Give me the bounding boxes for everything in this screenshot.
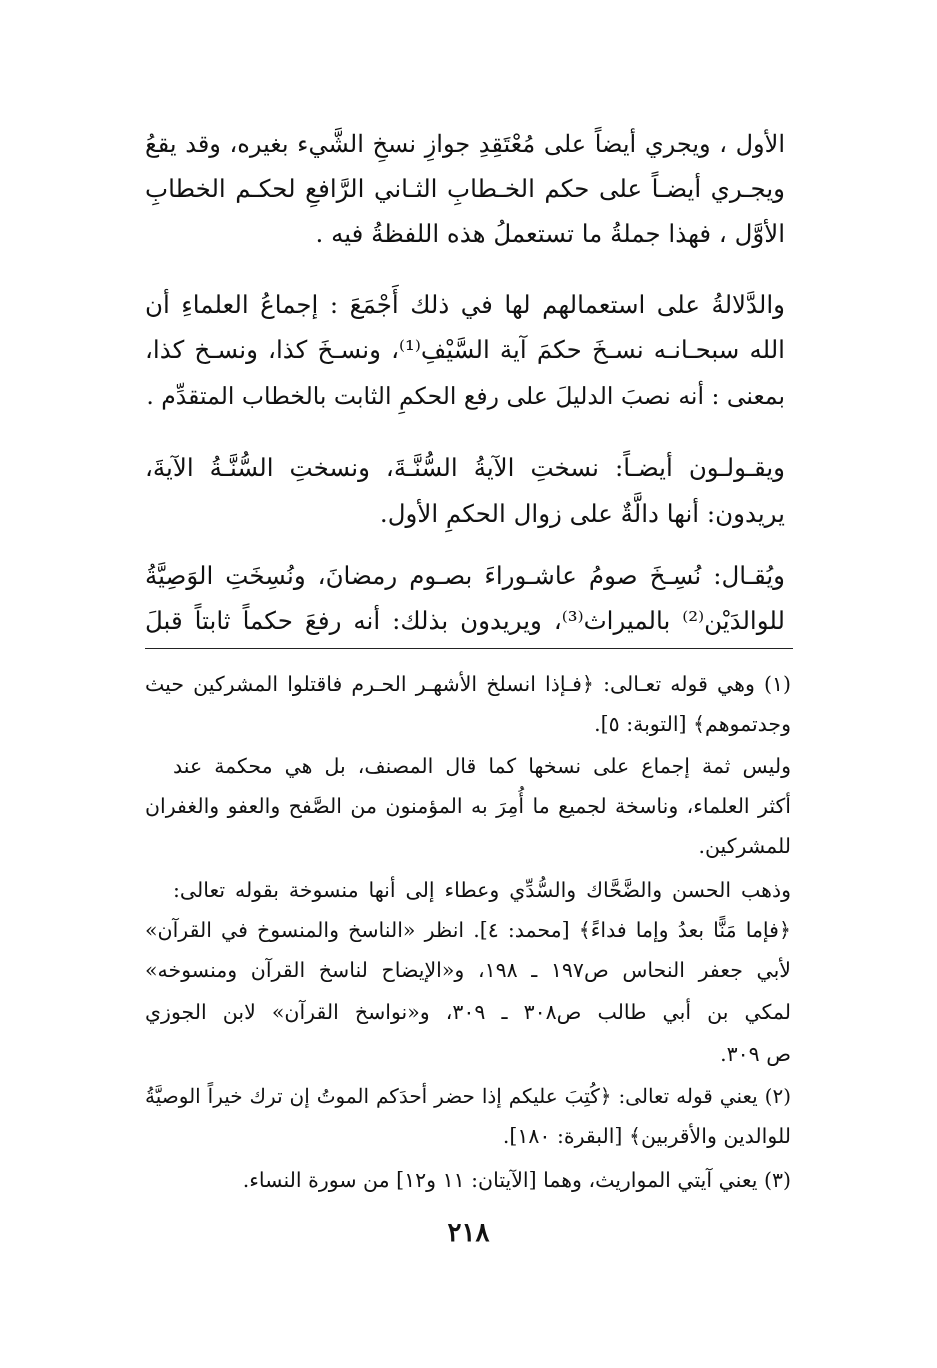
text-line: ويقـولـون أيضـاً: نسختِ الآيةُ السُّنَّـةَ، ونسختِ السُّنَّـةُ الآيةَ،	[145, 453, 785, 482]
text-line: الله سبحـانـه نسـخَ حكمَ آية السَّيْفِ⁽¹⁾، ونسـخَ كذا، ونسـخ كذا،	[145, 335, 785, 364]
text-line: الأول ، ويجري أيضاً على مُعْتَقِدِ جوازِ نسخِ الشَّيء بغيره، وقد يقعُ	[145, 130, 786, 158]
footnote-line: للوالدين والأقربين﴾ [البقرة: ١٨٠].	[502, 1124, 791, 1148]
footnote-line: (٢) يعني قوله تعالى: ﴿كُتِبَ عليكم إذا حضر أحدَكم الموتُ إن ترك خيراً الوصيَّةُ	[145, 1084, 791, 1108]
footnote-line: أكثر العلماء، وناسخة لجميع ما أُمِرَ به المؤمنون من الصَّفح والعفو والغفران	[145, 794, 791, 818]
footnote-line: ص ٣٠٩.	[720, 1042, 791, 1066]
footnote-line: وجدتموهم﴾ [التوبة: ٥].	[594, 712, 791, 736]
text-line: يريدون: أنها دالَّةٌ على زوال الحكمِ الأول.	[379, 499, 785, 528]
footnote-line: وليس ثمة إجماع على نسخها كما قال المصنف، بل هي محكمة عند	[173, 754, 791, 778]
text-line: ويُقـال: نُسِـخَ صومُ عاشـوراءَ بصـوم رمضانَ، ونُسِخَتِ الوَصِيَّةُ	[145, 561, 785, 590]
footnote-line: (١) وهي قوله تعـالى: ﴿فـإذا انسلخ الأشهـر الحـرم فاقتلوا المشركين حيث	[145, 672, 791, 696]
text-line: والدَّلالةُ على استعمالهم لها في ذلك أَجْمَعَ : إجماعُ العلماءِ أن	[145, 290, 785, 319]
text-line: للوالدَيْن⁽²⁾ بالميراث⁽³⁾، ويريدون بذلك: أنه رفعَ حكماً ثابتاً قبلَ	[145, 606, 785, 635]
footnote-separator	[145, 648, 793, 649]
footnote-line: للمشركين.	[698, 834, 791, 858]
footnote-line: (٣) يعني آيتي المواريث، وهما [الآيتان: ١١ و١٢] من سورة النساء.	[242, 1168, 791, 1192]
footnote-line: لمكي بن أبي طالب ص٣٠٨ ـ ٣٠٩، و«نواسخ القرآن» لابن الجوزي	[145, 1000, 792, 1024]
text-line: الأوَّل ، فهذا جملةُ ما تستعملُ هذه اللفظةُ فيه .	[315, 219, 785, 248]
footnote-line: وذهب الحسن والضَّحَّاك والسُّدِّي وعطاء إلى أنها منسوخة بقوله تعالى:	[173, 878, 791, 902]
page-number: ٢١٨	[447, 1218, 490, 1248]
text-line: بمعنى : أنه نصبَ الدليلَ على رفع الحكمِ الثابت بالخطاب المتقدِّم .	[146, 382, 785, 410]
footnote-line: ﴿فإما مَنًّا بعدُ وإما فداءً﴾ [محمد: ٤]. انظر «الناسخ والمنسوخ في القرآن»	[145, 918, 791, 942]
footnote-line: لأبي جعفر النحاس ص١٩٧ ـ ١٩٨، و«الإيضاح لناسخ القرآن ومنسوخه»	[145, 958, 791, 982]
text-line: ويجـري أيضـاً على حكم الخـطابِ الثـاني الرَّافعِ لحكـم الخطابِ	[145, 174, 785, 203]
